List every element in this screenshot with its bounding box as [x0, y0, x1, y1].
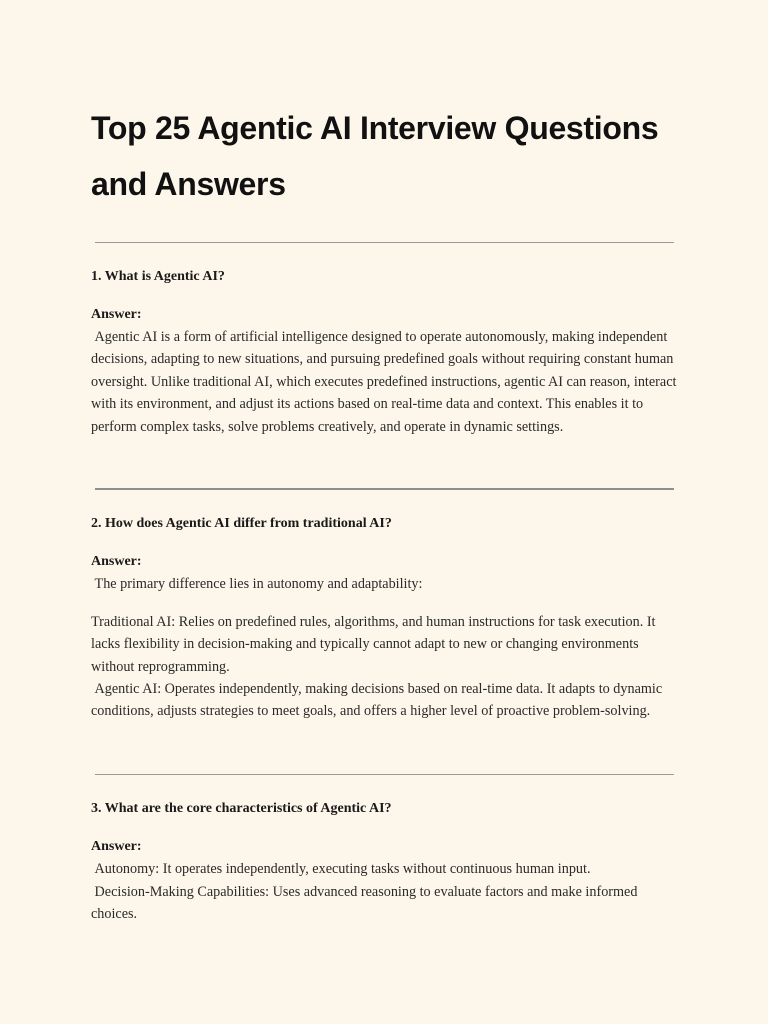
- question-2-heading: 2. How does Agentic AI differ from traditional AI?: [91, 516, 392, 531]
- answer-1-label: Answer:: [91, 307, 142, 322]
- section-divider: [95, 242, 674, 243]
- answer-1-text: Agentic AI is a form of artificial intelligence designed to operate autonomously, making independent decisions, adapting to new situations, and pursuing predefined goals without requiring constant human oversight. Unlike traditional AI, which executes predefined instructions, agentic AI can reason, interact with its environment, and adjust its actions based on real-time data and context. This enables it to perform complex tasks, solve problems creatively, and operate in dynamic settings.: [91, 329, 680, 435]
- section-divider: [95, 488, 674, 490]
- answer-3-label: Answer:: [91, 839, 142, 854]
- answer-3-autonomy: Autonomy: It operates independently, executing tasks without continuous human input.: [91, 861, 591, 877]
- page-title: Top 25 Agentic AI Interview Questions and Answers: [91, 110, 659, 202]
- question-1-heading: 1. What is Agentic AI?: [91, 269, 225, 284]
- answer-2-intro: The primary difference lies in autonomy and adaptability:: [91, 576, 423, 592]
- answer-2-traditional-ai: Traditional AI: Relies on predefined rules, algorithms, and human instructions for task execution. It lacks flexibility in decision-making and typically cannot adapt to new or changing environments without reprogramming.: [91, 614, 656, 675]
- question-3-heading: 3. What are the core characteristics of Agentic AI?: [91, 801, 392, 816]
- answer-2-agentic-ai: Agentic AI: Operates independently, making decisions based on real-time data. It adapts to dynamic conditions, adjusts strategies to meet goals, and offers a higher level of proactive problem-solving.: [91, 681, 666, 720]
- section-divider: [95, 774, 674, 775]
- answer-2-label: Answer:: [91, 554, 142, 569]
- answer-3-decision-making: Decision-Making Capabilities: Uses advanced reasoning to evaluate factors and make informed choices.: [91, 884, 641, 923]
